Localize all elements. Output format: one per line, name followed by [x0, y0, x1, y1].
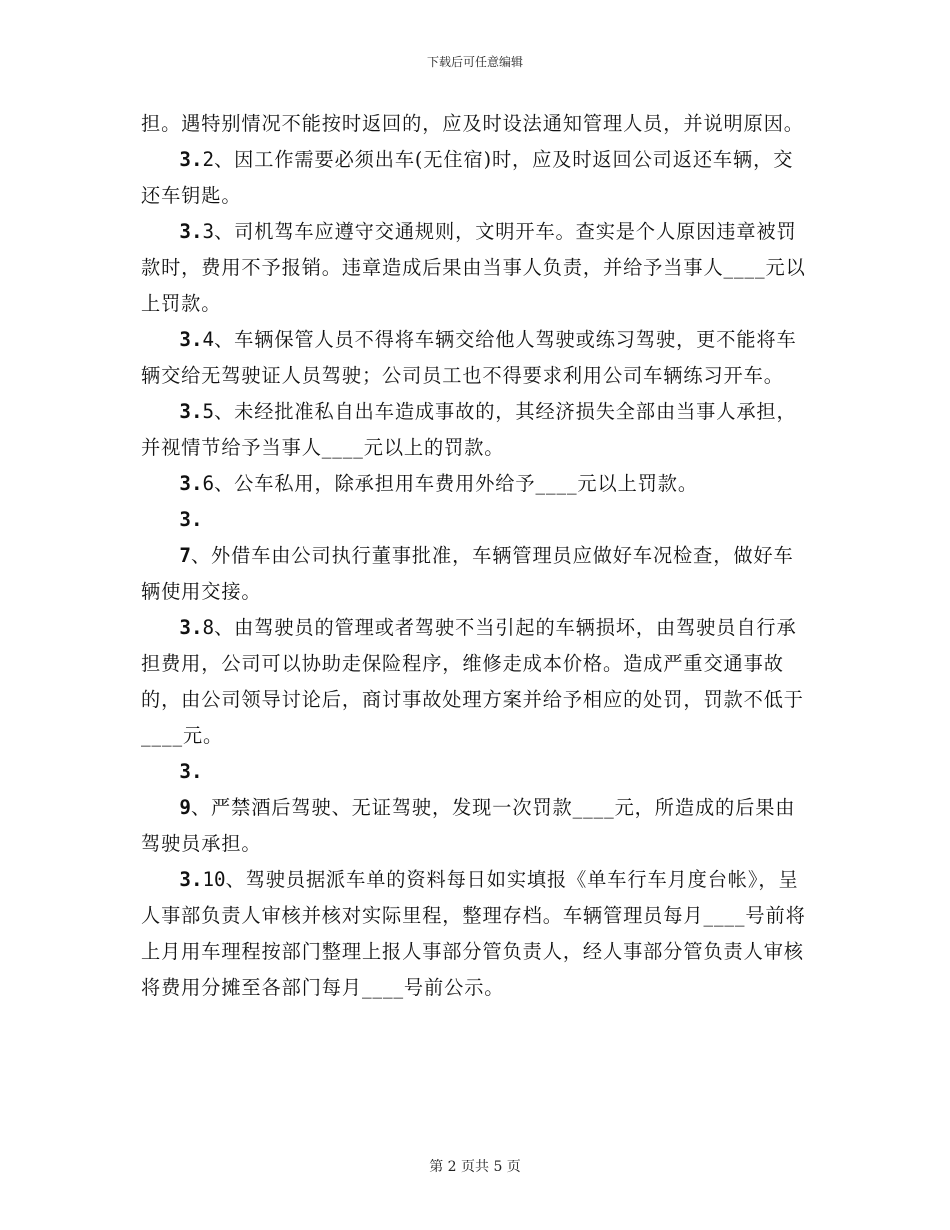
paragraph-text: 、司机驾车应遵守交通规则，文明开车。查实是个人原因违章被罚款时，费用不予报销。违章造成后果由当事人负责，并给予当事人____元以上罚款。 [141, 220, 806, 315]
paragraph-text: 、车辆保管人员不得将车辆交给他人驾驶或练习驾驶，更不能将车辆交给无驾驶证人员驾驶；公司员工也不得要求利用公司车辆练习开车。 [141, 328, 797, 387]
clause-number: 9 [179, 796, 191, 819]
paragraph-3-prefix-2 [141, 754, 813, 790]
clause-number: 3. [179, 616, 203, 639]
paragraph-continuation [141, 106, 813, 142]
clause-number: 3. [179, 400, 203, 423]
clause-number: 7 [179, 544, 191, 567]
paragraph-3-prefix [141, 502, 813, 538]
clause-number: 3. [179, 220, 203, 243]
paragraph-text: 、外借车由公司执行董事批准，车辆管理员应做好车况检查，做好车辆使用交接。 [141, 544, 794, 603]
paragraph-7 [141, 538, 813, 610]
paragraph-9 [141, 790, 813, 862]
clause-number: 3. [179, 508, 203, 531]
paragraph-text: 、由驾驶员的管理或者驾驶不当引起的车辆损坏，由驾驶员自行承担费用，公司可以协助走保险程序，维修走成本价格。造成严重交通事故的，由公司领导讨论后，商讨事故处理方案并给予相应的处罚，罚款不低于____元。 [141, 616, 804, 747]
clause-subnumber: 8 [202, 616, 215, 639]
paragraph-text: 担。遇特别情况不能按时返回的，应及时设法通知管理人员，并说明原因。 [141, 112, 804, 135]
paragraph-3-6 [141, 466, 813, 502]
clause-number: 3. [179, 148, 203, 171]
page-footer: 第 2 页共 5 页 [429, 1159, 521, 1175]
paragraph-text: 、公车私用，除承担用车费用外给予____元以上罚款。 [214, 472, 698, 495]
document-body [141, 106, 813, 1006]
clause-subnumber: 10 [202, 868, 226, 891]
clause-subnumber: 6 [202, 472, 215, 495]
paragraph-3-2 [141, 142, 813, 214]
paragraph-text: 、因工作需要必须出车(无住宿)时，应及时返回公司返还车辆，交还车钥匙。 [141, 148, 794, 207]
page-header: 下载后可任意编辑 [426, 55, 523, 69]
paragraph-3-10 [141, 862, 813, 1006]
clause-number: 3. [179, 868, 203, 891]
paragraph-text: 、驾驶员据派车单的资料每日如实填报《单车行车月度台帐》，呈人事部负责人审核并核对实际里程，整理存档。车辆管理员每月____号前将上月用车理程按部门整理上报人事部分管负责人，经人事部分管负责人审核将费用分摊至各部门每月____号前公示。 [141, 868, 806, 999]
clause-subnumber: 4 [202, 328, 215, 351]
paragraph-3-3 [141, 214, 813, 322]
clause-subnumber: 5 [202, 400, 215, 423]
paragraph-text: 、严禁酒后驾驶、无证驾驶，发现一次罚款____元，所造成的后果由驾驶员承担。 [141, 796, 796, 855]
paragraph-3-4 [141, 322, 813, 394]
clause-subnumber: 2 [202, 148, 215, 171]
clause-subnumber: 3 [202, 220, 215, 243]
paragraph-3-5 [141, 394, 813, 466]
paragraph-text: 、未经批准私自出车造成事故的，其经济损失全部由当事人承担，并视情节给予当事人____元以上的罚款。 [141, 400, 797, 459]
clause-number: 3. [179, 328, 203, 351]
clause-number: 3. [179, 472, 203, 495]
paragraph-3-8 [141, 610, 813, 754]
clause-number: 3. [179, 760, 203, 783]
